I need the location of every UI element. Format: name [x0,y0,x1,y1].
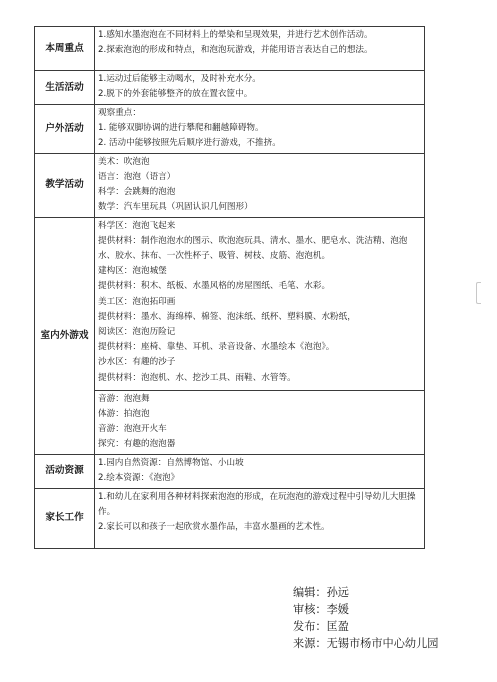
table-row [35,153,425,217]
list-item: 美术：吹泡泡 [98,156,150,167]
list-item: 2.探索泡泡的形成和特点，和泡泡玩游戏，并能用语言表达自己的想法。 [98,45,373,56]
resources-content [95,454,425,488]
table-row [35,27,425,71]
table-row [35,454,425,488]
list-item: 观察重点： [98,108,141,118]
row-label-daily-life: 生活活动 [35,71,95,105]
table-row [35,488,425,548]
teaching-content [95,153,425,217]
list-item: 探究：有趣的泡泡器 [98,439,176,450]
list-item: 提供材料：制作泡泡水的图示、吹泡泡玩具、清水、墨水、肥皂水、洗洁精、泡泡水、胶水、抹布、一次性杯子、吸管、树枝、皮筋、泡泡机。 [98,235,408,262]
outdoor-content [95,105,425,154]
list-item: 1.和幼儿在家利用各种材料探索泡泡的形成，在玩泡泡的游戏过程中引导幼儿大胆操作。 [98,491,416,517]
list-item: 1. 能够双脚协调的进行攀爬和翻越障碍物。 [98,123,264,134]
row-label-focus: 本周重点 [35,27,95,71]
weekly-plan-sheet [34,26,425,549]
row-label-games: 室内外游戏 [35,217,95,454]
row-label-outdoor: 户外活动 [35,105,95,154]
list-item: 2. 活动中能够按照先后顺序进行游戏，不推挤。 [98,138,281,149]
list-item: 1.感知水墨泡泡在不同材料上的晕染和呈现效果，并进行艺术创作活动。 [98,30,373,40]
daily-life-content [95,71,425,105]
list-item: 建构区：泡泡城堡 [98,266,167,277]
list-item: 科学区：泡泡飞起来 [98,220,176,231]
table-row [35,217,425,390]
group-games-content [95,390,425,454]
focus-content [95,27,425,71]
editor-credit: 编辑：孙远 [293,586,349,599]
table-row [35,71,425,105]
list-item: 1.运动过后能够主动喝水，及时补充水分。 [98,74,261,84]
list-item: 数学：汽车里玩具（巩固认识几何图形） [98,202,253,213]
list-item: 2.绘本资源：《泡泡》 [98,472,180,483]
row-label-parents: 家长工作 [35,488,95,548]
list-item: 1.园内自然资源：自然博物馆、小山坡 [98,457,244,468]
list-item: 音游：泡泡开火车 [98,424,167,435]
row-label-resources: 活动资源 [35,454,95,488]
list-item: 科学：会跳舞的泡泡 [98,187,176,198]
list-item: 2.脱下的外套能够整齐的放在置衣筐中。 [98,89,253,100]
list-item: 语言：泡泡（语言） [98,171,176,182]
list-item: 提供材料：泡泡机、水、挖沙工具、雨鞋、水管等。 [98,372,296,383]
list-item: 2.家长可以和孩子一起欣赏水墨作品，丰富水墨画的艺术性。 [98,522,330,533]
parents-content [95,488,425,548]
list-item: 阅读区：泡泡历险记 [98,327,176,338]
publisher-credit: 发布：匡盈 [293,620,349,633]
list-item: 音游：泡泡舞 [98,393,150,404]
reviewer-credit: 审核：李媛 [293,603,349,616]
list-item: 提供材料：墨水、海绵棒、棉签、泡沫纸、纸杯、塑料膜、水粉纸， [98,311,356,322]
side-bracket-mark [476,282,481,304]
source-credit: 来源：无锡市杨市中心幼儿园 [293,637,439,650]
list-item: 体游：拍泡泡 [98,408,150,419]
list-item: 沙水区：有趣的沙子 [98,357,176,368]
areas-content [95,217,425,390]
table-row [35,105,425,154]
credits-footer [293,584,438,652]
list-item: 提供材料：座椅、靠垫、耳机、录音设备、水墨绘本《泡泡》。 [98,342,335,353]
list-item: 提供材料：积木、纸板、水墨风格的房屋图纸、毛笔、水彩。 [98,281,331,292]
list-item: 美工区：泡泡拓印画 [98,296,176,307]
weekly-plan-table [34,26,425,549]
row-label-teaching: 教学活动 [35,153,95,217]
